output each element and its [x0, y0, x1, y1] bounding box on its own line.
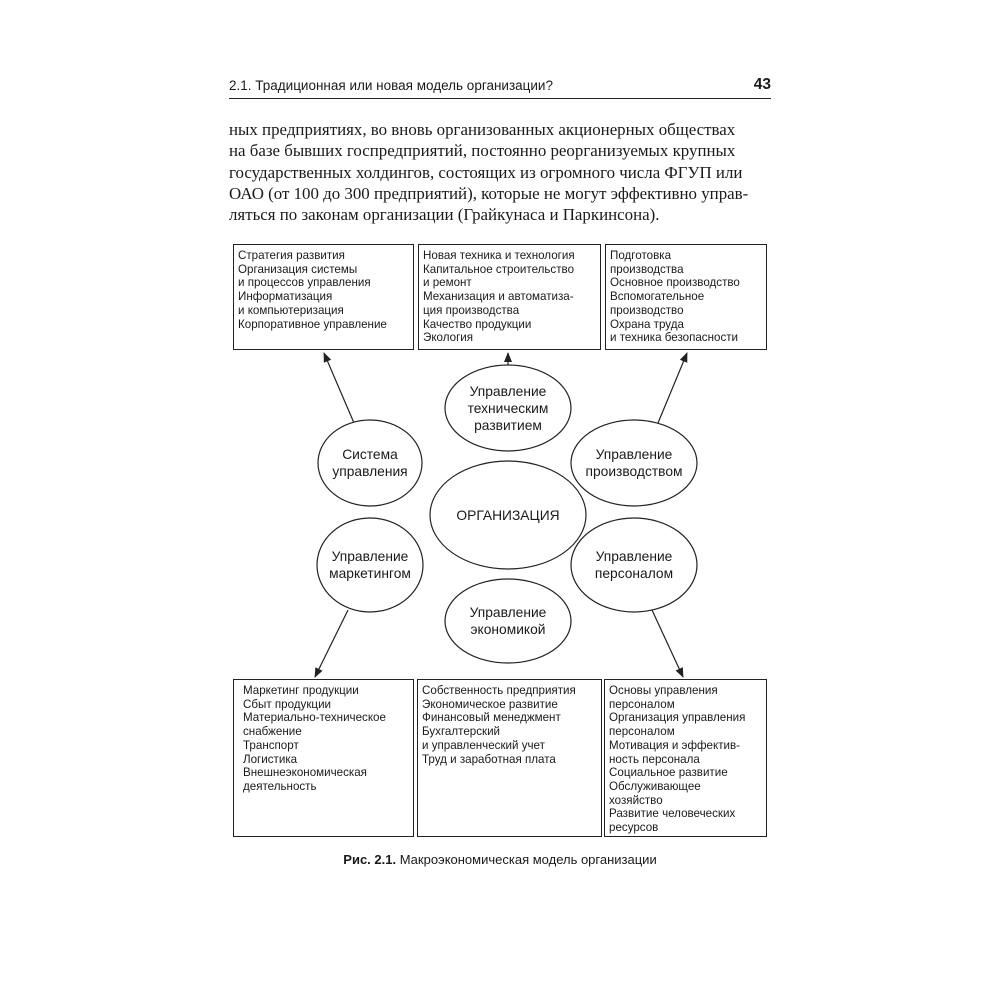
text-line: ных предприятиях, во вновь организованных акционерных обществах [229, 120, 736, 139]
box-production: Подготовка производства Основное производство Вспомогательное производство Охрана труда и техника безопасности [605, 244, 767, 350]
arrow-to-top-left-box [324, 353, 354, 423]
label-technical-development: Управление техническим развитием [467, 383, 549, 433]
box-marketing: Маркетинг продукции Сбыт продукции Материально-техническое снабжение Транспорт Логистика Внешнеэкономическая деятельность [233, 679, 414, 837]
page-number: 43 [753, 76, 771, 93]
label-organization: ОРГАНИЗАЦИЯ [456, 507, 560, 523]
figure-label: Рис. 2.1. [343, 852, 397, 867]
label-economics: Управление экономикой [469, 605, 547, 637]
label-production: Управление производством [585, 447, 683, 479]
label-management-system: Система управления [332, 447, 408, 479]
label-marketing: Управление маркетингом [329, 549, 411, 581]
box-economics: Собственность предприятия Экономическое развитие Финансовый менеджмент Бухгалтерский и управленческий учет Труд и заработная плата [417, 679, 602, 837]
figure-caption [229, 852, 771, 867]
label-personnel: Управление персоналом [594, 549, 674, 581]
text-line: ляться по законам организации (Грайкунаса и Паркинсона). [229, 205, 660, 225]
box-strategy: Стратегия развития Организация системы и процессов управления Информатизация и компьютеризация Корпоративное управление [233, 244, 414, 350]
figure-caption-text: Макроэкономическая модель организации [396, 852, 657, 867]
chapter-heading: 2.1. Традиционная или новая модель организации? [229, 78, 553, 93]
text-line: ОАО (от 100 до 300 предприятий), которые не могут эффективно управ- [229, 183, 749, 203]
arrow-to-bottom-right-box [652, 610, 683, 677]
text-line: государственных холдингов, состоящих из огромного числа ФГУП или [229, 162, 743, 182]
box-personnel: Основы управления персоналом Организация управления персоналом Мотивация и эффектив- ность персонала Социальное развитие Обслуживающее хозяйство Развитие человеческих ресурсов [604, 679, 767, 837]
text-line: на базе бывших госпредприятий, постоянно реорганизуемых крупных [229, 141, 736, 161]
arrow-to-top-right-box [658, 353, 687, 423]
arrow-to-bottom-left-box [315, 610, 348, 677]
box-technology: Новая техника и технология Капитальное строительство и ремонт Механизация и автоматиза- ция производства Качество продукции Экология [418, 244, 601, 350]
